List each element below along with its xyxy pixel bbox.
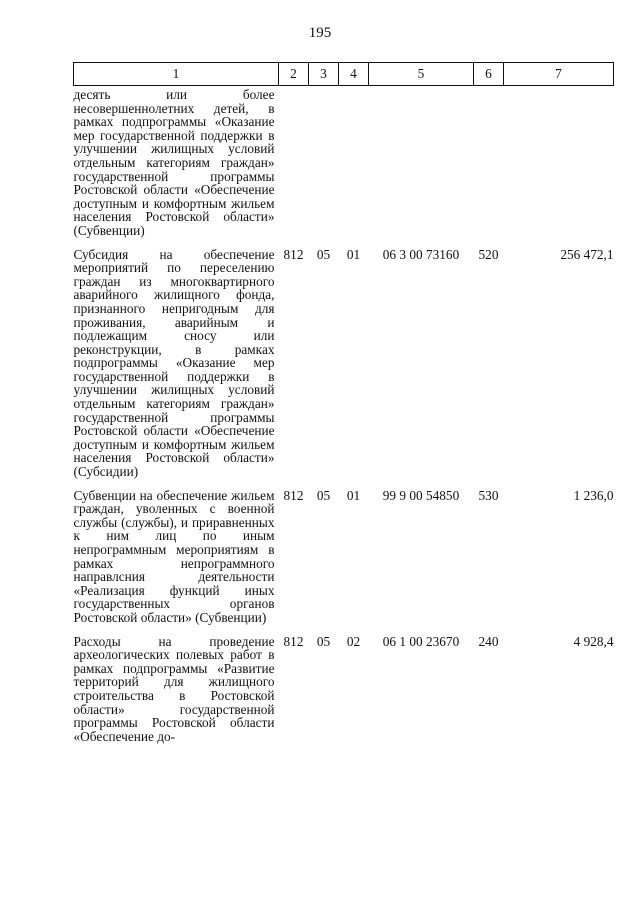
row-col-3: 05 xyxy=(316,246,331,262)
row-description: Расходы на проведение археологических полевых работ в рамках подпрограммы «Развитие территорий для жилищного строительства в Ростовской области» государственной программы Ростовской области «Обеспечение до- xyxy=(73,633,275,744)
row-col-3 xyxy=(309,86,339,248)
row-col-5: 06 3 00 73160 xyxy=(382,246,460,262)
table-header xyxy=(74,63,614,86)
header-col-6: 6 xyxy=(474,63,504,86)
row-col-5: 06 1 00 23670 xyxy=(382,633,460,649)
row-col-7: 256 472,1 xyxy=(560,246,614,262)
table-row xyxy=(74,86,614,248)
page-number: 195 xyxy=(308,25,332,41)
row-col-4: 01 xyxy=(346,487,361,503)
row-col-2: 812 xyxy=(283,487,304,503)
row-col-7 xyxy=(504,86,614,248)
row-col-2 xyxy=(279,86,309,248)
row-col-7: 1 236,0 xyxy=(573,487,614,503)
header-col-1: 1 xyxy=(74,63,279,86)
row-col-2: 812 xyxy=(283,246,304,262)
row-col-6 xyxy=(474,86,504,248)
table-row xyxy=(74,489,614,635)
row-col-7: 4 928,4 xyxy=(573,633,614,649)
table-row xyxy=(74,248,614,489)
row-description: десять или более несовершеннолетних детей, в рамках подпрограммы «Оказание мер государственной поддержки в улучшении жилищных условий отдельным категориям граждан» государственной программы Ростовской области «Обеспечение доступным и комфортным жильем населения Ростовской области» (Субвенции) xyxy=(73,87,275,238)
header-col-7: 7 xyxy=(504,63,614,86)
row-col-3: 05 xyxy=(316,633,331,649)
row-col-4: 01 xyxy=(346,246,361,262)
header-col-4: 4 xyxy=(339,63,369,86)
row-description: Субвенции на обеспечение жильем граждан, уволенных с военной службы (службы), и приравненных к ним лиц по иным непрограммным мероприятиям в рамках непрограммного направлсния деятельности «Реализация функций иных государственных органов Ростовской области» (Субвенции) xyxy=(73,487,275,625)
row-col-6: 520 xyxy=(478,246,499,262)
budget-table xyxy=(73,62,614,753)
row-col-5: 99 9 00 54850 xyxy=(382,487,460,503)
header-col-2: 2 xyxy=(279,63,309,86)
header-row xyxy=(74,63,614,86)
row-col-6: 530 xyxy=(478,487,499,503)
row-col-5 xyxy=(369,86,474,248)
row-description: Субсидия на обеспечение мероприятий по переселению граждан из многоквартирного аварийного жилищного фонда, признанного непригодным для проживания, аварийным и подлежащим сносу или реконструкции, в рамках подпрограммы «Оказание мер государственной поддержки в улучшении жилищных условий отдельным категориям граждан» государственной программы Ростовской области «Обеспечение доступным и комфортным жильем населения Ростовской области» (Субсидии) xyxy=(73,246,275,480)
row-col-6: 240 xyxy=(478,633,499,649)
row-col-4 xyxy=(339,86,369,248)
header-col-3: 3 xyxy=(309,63,339,86)
header-col-5: 5 xyxy=(369,63,474,86)
row-col-4: 02 xyxy=(346,633,361,649)
row-col-3: 05 xyxy=(316,487,331,503)
row-col-2: 812 xyxy=(283,633,304,649)
table-row xyxy=(74,635,614,754)
